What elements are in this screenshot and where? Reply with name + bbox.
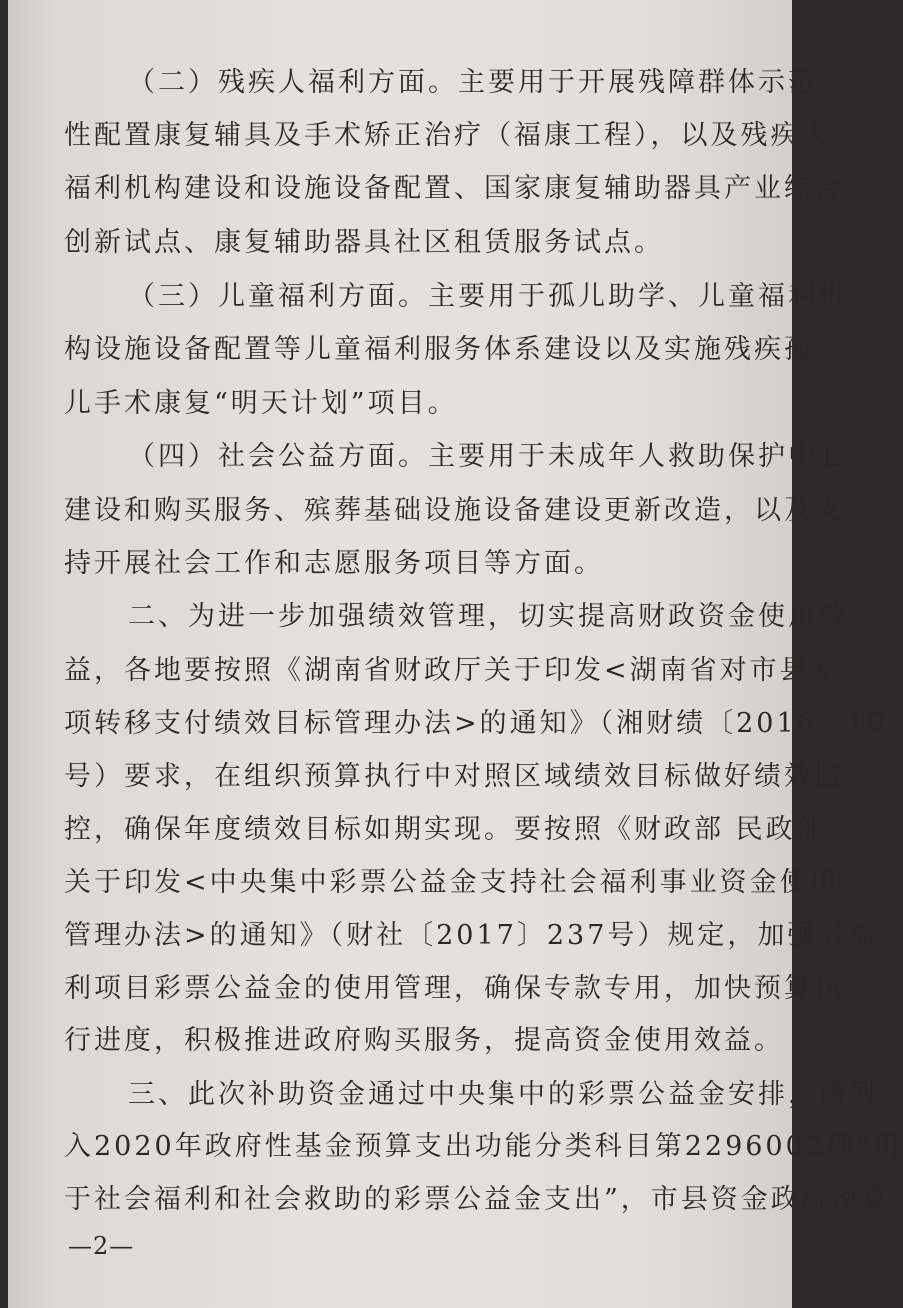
- page-number: —2—: [68, 1232, 135, 1260]
- paragraph-line: 建设和购买服务、殡葬基础设施设备建设更新改造，以及支: [64, 495, 844, 526]
- paragraph-line: 益，各地要按照《湖南省财政厅关于印发<湖南省对市县专: [64, 655, 840, 686]
- paragraph-line: 创新试点、康复辅助器具社区租赁服务试点。: [64, 227, 664, 258]
- paragraph-line: 于社会福利和社会救助的彩票公益金支出”，市县资金政府预算: [64, 1184, 891, 1215]
- paragraph-line: 持开展社会工作和志愿服务项目等方面。: [64, 548, 604, 579]
- paragraph-line: 行进度，积极推进政府购买服务，提高资金使用效益。: [64, 1025, 784, 1056]
- paragraph-line: （四）社会公益方面。主要用于未成年人救助保护中心: [128, 441, 848, 472]
- paragraph-line: 构设施设备配置等儿童福利服务体系建设以及实施残疾孤: [64, 334, 814, 365]
- paragraph-line: 儿手术康复“明天计划”项目。: [64, 388, 458, 419]
- paragraph-line: （二）残疾人福利方面。主要用于开展残障群体示范: [128, 67, 818, 98]
- paragraph-line: 入2020年政府性基金预算支出功能分类科目第2296002项“用: [64, 1131, 903, 1162]
- paragraph-line: 项转移支付绩效目标管理办法>的通知》（湘财绩〔2016〕10: [64, 708, 888, 739]
- paragraph-line: 三、此次补助资金通过中央集中的彩票公益金安排，请列: [128, 1079, 878, 1110]
- paragraph-line: 利项目彩票公益金的使用管理，确保专款专用，加快预算执: [64, 973, 844, 1004]
- paragraph-line: 性配置康复辅具及手术矫正治疗（福康工程），以及残疾人: [64, 120, 831, 151]
- document-page: [8, 0, 903, 1308]
- paragraph-line: （三）儿童福利方面。主要用于孤儿助学、儿童福利机: [128, 281, 848, 312]
- paragraph-line: 号）要求，在组织预算执行中对照区域绩效目标做好绩效监: [64, 761, 844, 792]
- paragraph-line: 管理办法>的通知》（财社〔2017〕237号）规定，加强对福: [64, 920, 878, 951]
- paragraph-line: 二、为进一步加强绩效管理，切实提高财政资金使用效: [128, 601, 848, 632]
- paragraph-line: 关于印发<中央集中彩票公益金支持社会福利事业资金使用: [64, 867, 840, 898]
- paragraph-line: 控，确保年度绩效目标如期实现。要按照《财政部 民政部: [64, 814, 826, 845]
- paragraph-line: 福利机构建设和设施设备配置、国家康复辅助器具产业综合: [64, 173, 844, 204]
